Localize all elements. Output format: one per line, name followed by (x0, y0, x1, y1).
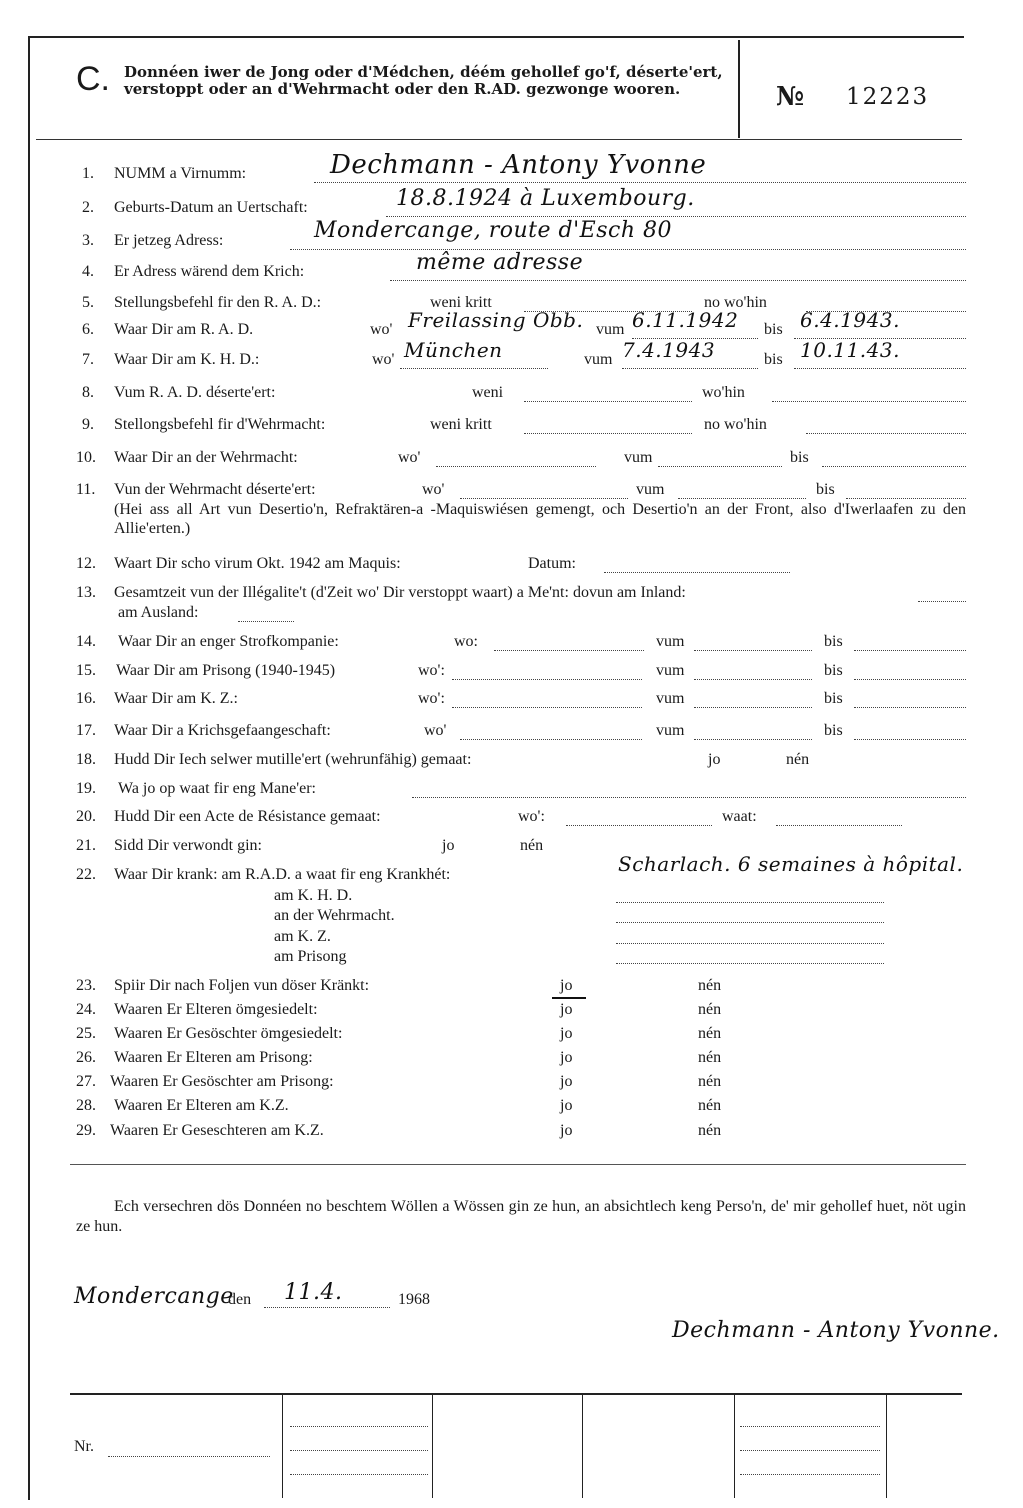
answer-line (846, 484, 966, 499)
answer-line (238, 607, 294, 622)
field-label: no wo'hin (704, 416, 767, 433)
header-divider (738, 40, 740, 138)
answer-line (566, 811, 712, 826)
answer-line (694, 636, 812, 651)
field-label: weni kritt (430, 416, 492, 433)
field-label: vum (656, 662, 685, 679)
answer-line (918, 587, 966, 602)
row-number: 10. (76, 449, 96, 466)
field-label: bis (824, 690, 843, 707)
option-nen: nén (520, 837, 544, 854)
table-divider (886, 1395, 887, 1498)
row-label: Geburts-Datum an Uertschaft: (114, 199, 308, 216)
field-label: weni kritt (430, 294, 492, 311)
answer-line (616, 929, 884, 944)
handwritten-address: Mondercange, route d'Esch 80 (314, 218, 672, 243)
row-label: Waar Dir an enger Strofkompanie: (118, 633, 339, 650)
field-label: vum (656, 722, 685, 739)
sub-label: an der Wehrmacht. (274, 907, 395, 924)
row-label: Waar Dir am Prisong (1940-1945) (116, 662, 336, 679)
row-number: 6. (82, 321, 94, 338)
answer-line (494, 636, 644, 651)
row-number: 21. (76, 837, 96, 854)
row-label: Waaren Er Gesöschter ömgesiedelt: (114, 1025, 343, 1042)
option-nen: nén (698, 1073, 722, 1090)
row-label: Hudd Dir een Acte de Résistance gemaat: (114, 808, 381, 825)
handwritten-khd-place: München (404, 338, 503, 362)
answer-line (776, 811, 902, 826)
row-label: Waaren Er Elteren am K.Z. (114, 1097, 289, 1114)
handwritten-illness: Scharlach. 6 semaines à hôpital. (618, 852, 964, 876)
row-label: Waaren Er Elteren ömgesiedelt: (114, 1001, 318, 1018)
row-number: 16. (76, 690, 96, 707)
row-number: 24. (76, 1001, 96, 1018)
row-label: Waaren Er Gesöschter am Prisong: (110, 1073, 334, 1090)
row-number: 26. (76, 1049, 96, 1066)
row-number: 2. (82, 199, 94, 216)
row-label: Er jetzeg Adress: (114, 232, 224, 249)
field-label: vum (636, 481, 665, 498)
row-label: Waar Dir a Krichsgefaangeschaft: (114, 722, 331, 739)
answer-line (524, 387, 692, 402)
row-label: Waar Dir an der Wehrmacht: (114, 449, 298, 466)
row-label: Vun der Wehrmacht déserte'ert: (114, 481, 316, 498)
row-number: 27. (76, 1073, 96, 1090)
row-number: 1. (82, 165, 94, 182)
handwritten-rad-from: 6.11.1942 (632, 308, 739, 332)
option-nen: nén (698, 1001, 722, 1018)
answer-line (616, 908, 884, 923)
answer-line (806, 419, 966, 434)
row-label: Waaren Er Elteren am Prisong: (114, 1049, 313, 1066)
row-number: 8. (82, 384, 94, 401)
field-label: wo': (418, 662, 445, 679)
answer-line (452, 665, 642, 680)
handwritten-birth: 18.8.1924 à Luxembourg. (396, 186, 695, 211)
row-label: Vum R. A. D. déserte'ert: (114, 384, 276, 401)
row-number: 17. (76, 722, 96, 739)
row-label: Waar Dir am K. H. D.: (114, 351, 260, 368)
answer-line (604, 558, 790, 573)
field-label: vum (656, 633, 685, 650)
field-label: wo': (418, 690, 445, 707)
row-label: NUMM a Virnumm: (114, 165, 247, 182)
option-nen: nén (698, 977, 722, 994)
option-jo: jo (560, 1073, 573, 1090)
handwritten-khd-from: 7.4.1943 (622, 338, 716, 362)
nr-label: Nr. (74, 1438, 94, 1455)
row-number: 3. (82, 232, 94, 249)
handwritten-rad-to: 6.4.1943. (800, 308, 900, 332)
row-number: 25. (76, 1025, 96, 1042)
field-label: vum (656, 690, 685, 707)
row-number: 13. (76, 584, 96, 601)
row-number: 4. (82, 263, 94, 280)
field-label: bis (764, 321, 783, 338)
row-number: 19. (76, 780, 96, 797)
option-nen: nén (698, 1097, 722, 1114)
field-label: bis (816, 481, 835, 498)
table-divider (282, 1395, 283, 1498)
table-line (740, 1460, 880, 1475)
row-number: 12. (76, 555, 96, 572)
jo-underline (552, 997, 586, 999)
field-label: wo'hin (702, 384, 745, 401)
answer-line (854, 693, 966, 708)
answer-line (678, 484, 806, 499)
field-label: wo' (398, 449, 421, 466)
answer-line (772, 387, 966, 402)
field-label: wo': (518, 808, 545, 825)
den-label: den (228, 1291, 252, 1308)
option-jo: jo (560, 1001, 573, 1018)
row-label: Waar Dir am K. Z.: (114, 690, 238, 707)
row-number: 20. (76, 808, 96, 825)
field-label: no wo'hin (704, 294, 767, 311)
header-title: Donnéen iwer de Jong oder d'Médchen, déém gehollef go'f, déserte'ert, verstoppt oder an d'Wehrmacht oder den R.AD. gezwonge wooren. (124, 63, 723, 98)
field-label: waat: (722, 808, 757, 825)
row-label: Waar Dir am R. A. D. (114, 321, 254, 338)
option-jo: jo (442, 837, 455, 854)
handwritten-place: Mondercange (74, 1284, 234, 1309)
answer-line (616, 949, 884, 964)
field-label: bis (824, 633, 843, 650)
answer-line (854, 636, 966, 651)
row-label: Spiir Dir nach Foljen vun döser Kränkt: (114, 977, 370, 994)
field-label: bis (790, 449, 809, 466)
option-jo: jo (560, 1025, 573, 1042)
row-label: Waart Dir scho virum Okt. 1942 am Maquis: (114, 555, 401, 572)
field-label: wo: (454, 633, 478, 650)
handwritten-rad-place: Freilassing Obb. (408, 308, 584, 332)
table-line (740, 1412, 880, 1427)
option-jo: jo (560, 977, 573, 994)
row-label: Waar Dir krank: am R.A.D. a waat fir eng Krankhét: (114, 866, 451, 883)
table-divider (582, 1395, 583, 1498)
field-label: bis (824, 662, 843, 679)
answer-line (694, 665, 812, 680)
row-number: 22. (76, 866, 96, 883)
row-number: 14. (76, 633, 96, 650)
number-sign: № (776, 82, 805, 112)
field-label: Datum: (528, 555, 576, 572)
row-label: Wa jo op waat fir eng Mane'er: (118, 780, 316, 797)
row-number: 11. (76, 481, 96, 498)
table-line (740, 1436, 880, 1451)
option-jo: jo (708, 751, 721, 768)
year-label: 1968 (398, 1291, 430, 1308)
row-label: Er Adress wärend dem Krich: (114, 263, 305, 280)
handwritten-khd-to: 10.11.43. (800, 338, 900, 362)
answer-line (694, 693, 812, 708)
field-label: bis (824, 722, 843, 739)
sub-label: am K. Z. (274, 928, 331, 945)
field-label: bis (764, 351, 783, 368)
field-label: vum (596, 321, 625, 338)
answer-line (412, 783, 966, 798)
row-label: Gesamtzeit vun der Illégalite't (d'Zeit wo' Dir verstoppt waart) a Me'nt: dovun am Inland: (114, 584, 686, 601)
row-label: Stellongsbefehl fir d'Wehrmacht: (114, 416, 326, 433)
row-label: Sidd Dir verwondt gin: (114, 837, 262, 854)
row-number: 18. (76, 751, 96, 768)
row-number: 23. (76, 977, 96, 994)
signature: Dechmann - Antony Yvonne. (672, 1318, 1000, 1343)
option-nen: nén (786, 751, 810, 768)
row-number: 15. (76, 662, 96, 679)
answer-line (616, 888, 884, 903)
table-divider (432, 1395, 433, 1498)
option-nen: nén (698, 1025, 722, 1042)
answer-line (452, 693, 642, 708)
sub-label: am Prisong (274, 948, 347, 965)
field-label: wo' (424, 722, 447, 739)
answer-line (524, 419, 692, 434)
field-label: wo' (372, 351, 395, 368)
row-number: 28. (76, 1097, 96, 1114)
section-letter: C. (76, 60, 110, 98)
row-number: 7. (82, 351, 94, 368)
row13-continued: am Ausland: (118, 604, 199, 621)
bottom-table-rule (70, 1393, 962, 1395)
option-jo: jo (560, 1122, 573, 1139)
handwritten-name: Dechmann - Antony Yvonne (330, 150, 707, 180)
sub-label: am K. H. D. (274, 887, 353, 904)
option-jo: jo (560, 1097, 573, 1114)
answer-line (854, 725, 966, 740)
option-nen: nén (698, 1122, 722, 1139)
field-label: vum (624, 449, 653, 466)
table-line (290, 1460, 428, 1475)
form-number: 12223 (846, 84, 930, 110)
table-line (290, 1412, 428, 1427)
header-rule (36, 139, 962, 140)
declaration: Ech versechren dös Donnéen no beschtem Wöllen a Wössen gin ze hun, an absichtlech keng Perso'n, de' mir gehollef huet, nöt ugin ze hun. (76, 1198, 966, 1235)
table-divider (734, 1395, 735, 1498)
table-line (290, 1436, 428, 1451)
row-label: Hudd Dir Iech selwer mutille'ert (wehrunfähig) gemaat: (114, 751, 472, 768)
answer-line (460, 725, 642, 740)
option-nen: nén (698, 1049, 722, 1066)
handwritten-date: 11.4. (284, 1280, 343, 1305)
field-label: vum (584, 351, 613, 368)
row-number: 5. (82, 294, 94, 311)
section-rule (70, 1164, 966, 1165)
row-label: Stellungsbefehl fir den R. A. D.: (114, 294, 322, 311)
field-label: wo' (422, 481, 445, 498)
answer-line (854, 665, 966, 680)
row-number: 29. (76, 1122, 96, 1139)
row11-note: (Hei ass all Art vun Desertio'n, Refraktären-a -Maquiswiésen gemengt, och Desertio'n an der Front, also d'Iwerlaafen zu den Allie'erten.) (114, 501, 966, 537)
nr-line (108, 1442, 270, 1457)
field-label: wo' (370, 321, 393, 338)
handwritten-war-address: même adresse (416, 250, 584, 275)
row-label: Waaren Er Geseschteren am K.Z. (110, 1122, 324, 1139)
answer-line (436, 452, 596, 467)
answer-line (822, 452, 966, 467)
option-jo: jo (560, 1049, 573, 1066)
row-number: 9. (82, 416, 94, 433)
answer-line (460, 484, 628, 499)
answer-line (694, 725, 812, 740)
answer-line (658, 452, 782, 467)
field-label: weni (472, 384, 504, 401)
